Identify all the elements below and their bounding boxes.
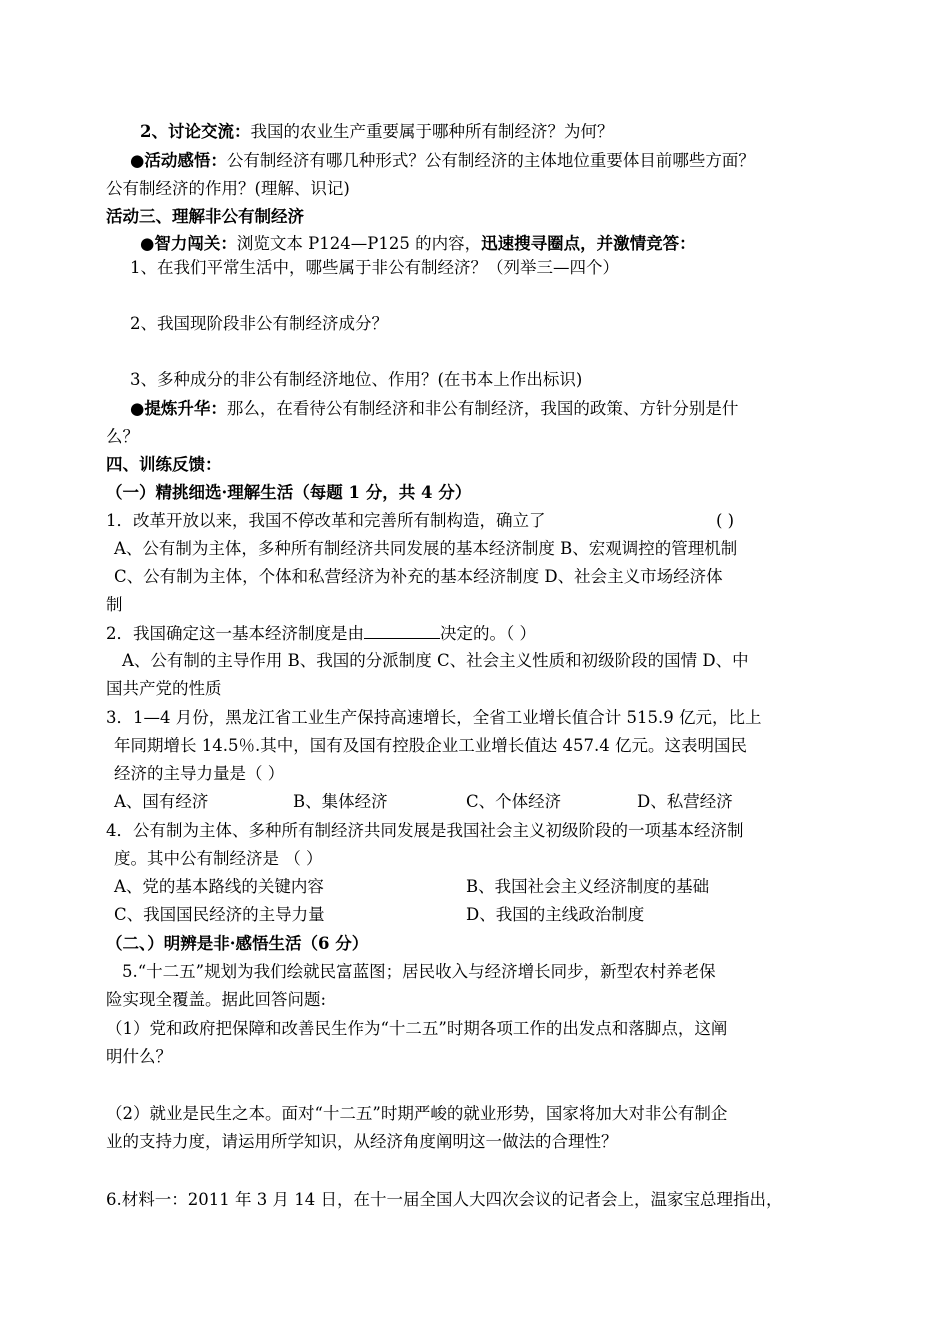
question-4-option-c: C、我国国民经济的主导力量 (114, 905, 325, 924)
question-3-line-3: 经济的主导力量是（ ） (114, 764, 285, 783)
activity-insight-label: ●活动感悟： (130, 151, 227, 170)
section-four-heading: 四、训练反馈： (106, 455, 222, 474)
question-line-3: 3、多种成分的非公有制经济地位、作用？(在书本上作出标识) (130, 370, 583, 389)
question-4-line-1: 4．公有制为主体、多种所有制经济共同发展是我国社会主义初级阶段的一项基本经济制 (106, 821, 744, 840)
refine-line (130, 398, 738, 420)
question-5-sub2-line-2: 业的支持力度，请运用所学知识，从经济角度阐明这一做法的合理性？ (106, 1132, 618, 1151)
question-2 (106, 622, 536, 645)
section-one-heading (106, 482, 471, 504)
question-1 (106, 510, 546, 532)
quiz-challenge-emphasis: 迅速搜寻圈点，并激情竞答： (481, 234, 696, 253)
section-one-score: （每题 1 分，共 4 分） (293, 483, 472, 502)
activity-insight-line (130, 150, 755, 172)
question-5-sub1-line-2: 明什么？ (106, 1047, 172, 1066)
question-2-blank (364, 622, 440, 639)
question-2-options-cont: 国共产党的性质 (106, 679, 222, 698)
refine-label: ●提炼升华： (130, 399, 227, 418)
question-3-line-1: 3．1—4 月份，黑龙江省工业生产保持高速增长，全省工业增长值合计 515.9 亿元，比上 (106, 708, 762, 727)
question-6-line-1: 6.材料一：2011 年 3 月 14 日，在十一届全国人大四次会议的记者会上，温家宝总理指出， (106, 1190, 783, 1209)
question-1-answer-paren: ( ) (716, 511, 735, 530)
question-line-2: 2、我国现阶段非公有制经济成分？ (130, 314, 388, 333)
quiz-challenge-text: 浏览文本 P124—P125 的内容， (236, 234, 482, 253)
question-4-option-d: D、我国的主线政治制度 (466, 905, 645, 924)
question-3-option-c: C、个体经济 (466, 792, 562, 811)
question-4-line-2: 度。其中公有制经济是 （ ） (114, 849, 323, 868)
question-2-text-a: 2．我国确定这一基本经济制度是由 (106, 624, 364, 643)
quiz-challenge-label: ●智力闯关： (140, 234, 237, 253)
question-3-line-2: 年同期增长 14.5％.其中，国有及国有控股企业工业增长值达 457.4 亿元。这表明国民 (114, 736, 747, 755)
question-1-text: 1．改革开放以来，我国不停改革和完善所有制构造，确立了 (106, 511, 546, 530)
question-4-option-a: A、党的基本路线的关键内容 (114, 877, 324, 896)
question-3-option-b: B、集体经济 (293, 792, 388, 811)
activity-insight-line-2: 公有制经济的作用？(理解、识记) (106, 179, 350, 198)
question-4-option-b: B、我国社会主义经济制度的基础 (466, 877, 710, 896)
question-3-option-a: A、国有经济 (114, 792, 209, 811)
activity-three-heading: 活动三、理解非公有制经济 (106, 207, 304, 226)
question-5-sub2-line-1: （2）就业是民生之本。面对“十二五”时期严峻的就业形势，国家将加大对非公有制企 (106, 1104, 728, 1123)
section-two-heading: （二、）明辨是非·感悟生活（6 分） (106, 934, 369, 953)
question-1-options-ab: A、公有制为主体，多种所有制经济共同发展的基本经济制度 B、宏观调控的管理机制 (114, 539, 738, 558)
quiz-challenge-line (140, 233, 696, 255)
question-1-options-cd: C、公有制为主体，个体和私营经济为补充的基本经济制度 D、社会主义市场经济体 (114, 567, 723, 586)
refine-line-2: 么？ (106, 427, 139, 446)
refine-text: 那么，在看待公有制经济和非公有制经济，我国的政策、方针分别是什 (226, 399, 739, 418)
section-one-title: （一）精挑细选·理解生活 (106, 483, 294, 502)
question-3-option-d: D、私营经济 (637, 792, 733, 811)
discussion-line (140, 121, 613, 143)
question-2-options: A、公有制的主导作用 B、我国的分派制度 C、社会主义性质和初级阶段的国情 D、中 (122, 651, 749, 670)
discussion-text: 我国的农业生产重要属于哪种所有制经济？为何？ (250, 122, 614, 141)
question-5-line-1: 5.“十二五”规划为我们绘就民富蓝图；居民收入与经济增长同步，新型农村养老保 (122, 962, 716, 981)
question-1-options-cd-cont: 制 (106, 595, 123, 614)
question-5-sub1-line-1: （1）党和政府把保障和改善民生作为“十二五”时期各项工作的出发点和落脚点，这阐 (106, 1019, 728, 1038)
question-2-text-b: 决定的。（ ） (440, 624, 536, 643)
question-line-1: 1、在我们平常生活中，哪些属于非公有制经济？（列举三—四个） (130, 258, 619, 277)
discussion-label: 2、讨论交流： (140, 122, 251, 141)
activity-insight-text: 公有制经济有哪几种形式？公有制经济的主体地位重要体目前哪些方面？ (226, 151, 755, 170)
question-5-line-2: 险实现全覆盖。据此回答问题: (106, 990, 327, 1009)
